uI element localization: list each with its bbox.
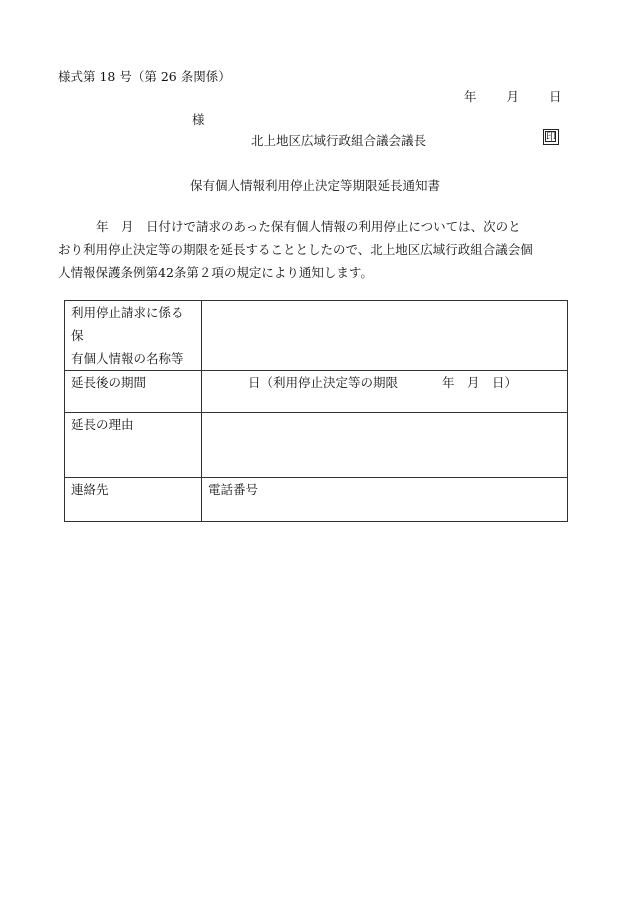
body-line-3: 人情報保護条例第42条第２項の規定により通知します。 [58, 265, 373, 280]
sender-name: 北上地区広域行政組合議会議長 [251, 133, 427, 148]
table-row [65, 371, 568, 413]
row-label-period: 延長後の期間 [65, 371, 202, 413]
row-label-contact: 連絡先 [65, 478, 202, 522]
row-value-name[interactable] [202, 301, 568, 371]
body-line-2: おり利用停止決定等の期限を延長することとしたので、北上地区広域行政組合議会個 [58, 242, 533, 257]
row-label-name [65, 301, 202, 371]
body-line-1: 年 月 日付けで請求のあった保有個人情報の利用停止については、次のと [96, 219, 521, 234]
date-line [464, 87, 562, 105]
period-day-text: 日（利用停止決定等の期限 [248, 375, 399, 390]
table-row [65, 301, 568, 371]
form-number: 様式第 18 号（第 26 条関係） [58, 69, 231, 84]
period-date-text: 年 月 日） [442, 375, 518, 390]
addressee-suffix: 様 [192, 112, 205, 127]
table-row [65, 413, 568, 478]
row-label-name-line2: 有個人情報の名称等 [71, 351, 184, 366]
seal-stamp-icon [543, 129, 559, 145]
row-value-period[interactable] [202, 371, 568, 413]
row-value-contact[interactable]: 電話番号 [202, 478, 568, 522]
date-day: 日 [549, 89, 562, 104]
document-title: 保有個人情報利用停止決定等期限延長通知書 [189, 178, 440, 193]
row-label-reason: 延長の理由 [65, 413, 202, 478]
seal-label: 印 [546, 132, 556, 143]
info-table [64, 300, 568, 522]
date-month: 月 [506, 89, 520, 104]
table-row [65, 478, 568, 522]
row-label-name-line1: 利用停止請求に係る保 [71, 305, 184, 343]
date-year: 年 [464, 89, 477, 104]
row-value-reason[interactable] [202, 413, 568, 478]
